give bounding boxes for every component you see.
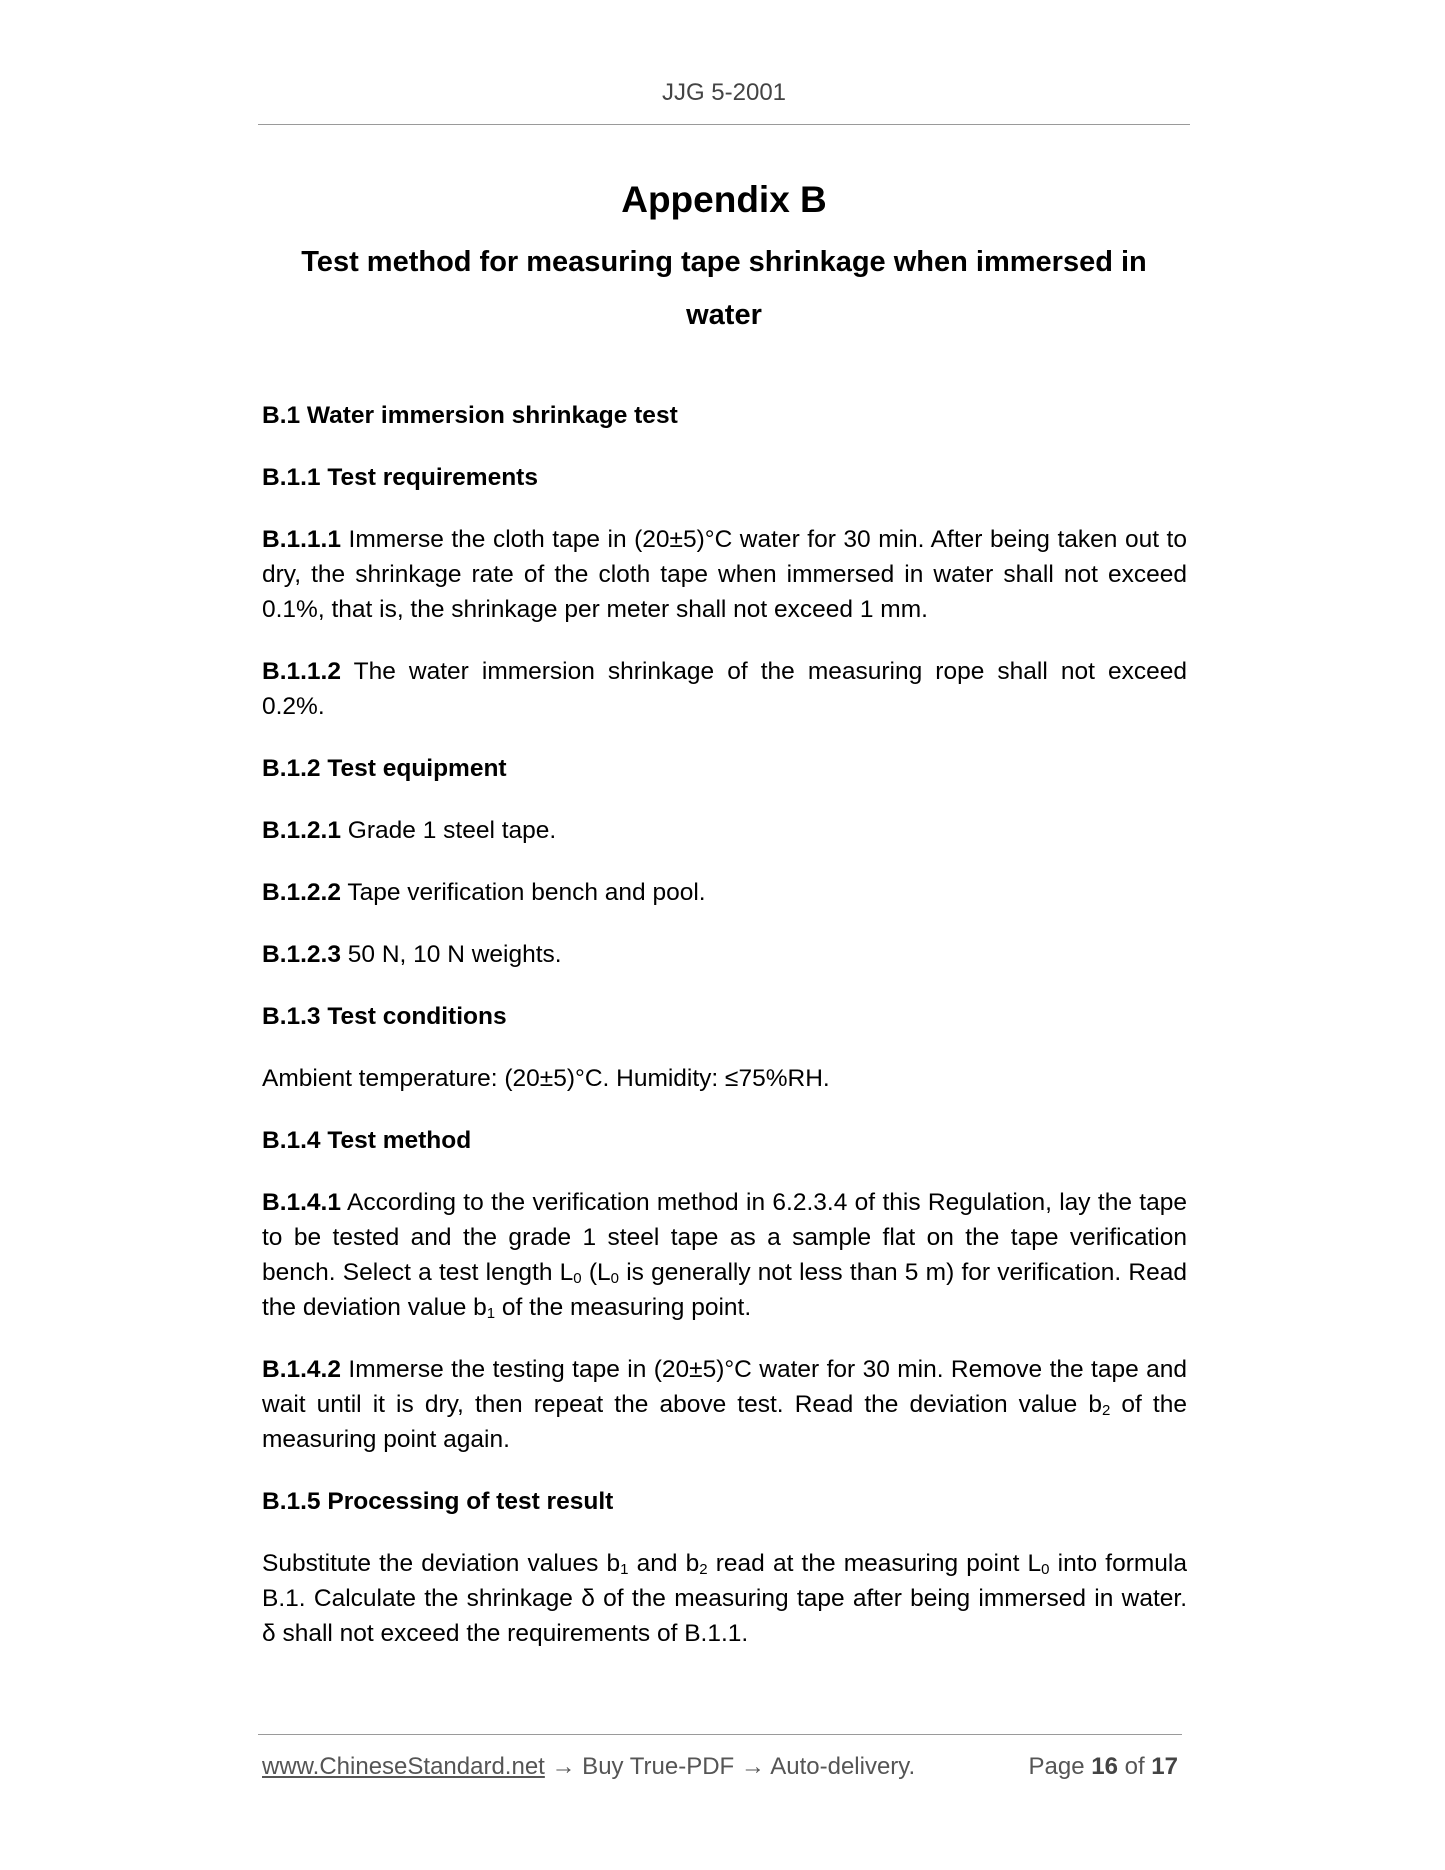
clause-number: B.1.4.2 (262, 1356, 341, 1383)
clause-b1-2-3 (262, 937, 1187, 972)
page-indicator (1029, 1750, 1178, 1784)
clause-text: of the measuring point again. (262, 1391, 1187, 1453)
clause-b1-1-1 (262, 522, 1187, 627)
clause-text: Tape verification bench and pool. (341, 879, 706, 906)
clause-text: is generally not less than 5 m) for verification. Read the deviation value b (262, 1259, 1187, 1321)
clause-text: The water immersion shrinkage of the measuring rope shall not exceed 0.2%. (262, 658, 1187, 720)
running-header: JJG 5-2001 (661, 79, 787, 106)
clause-text: into formula B.1. Calculate the shrinkage δ of the measuring tape after being immersed in water. δ shall not exceed the requirements of B.1.1. (262, 1550, 1187, 1647)
appendix-subtitle: Test method for measuring tape shrinkage when immersed in water (301, 246, 1147, 331)
subscript: 0 (573, 1270, 582, 1287)
clause-text: and b (628, 1550, 700, 1577)
page-label: Page (1028, 1753, 1092, 1780)
clause-text: read at the measuring point L (707, 1550, 1042, 1577)
subscript: 1 (620, 1561, 629, 1578)
clause-number: B.1.1.1 (262, 526, 341, 553)
clause-text: Immerse the cloth tape in (20±5)°C water for 30 min. After being taken out to dry, the shrinkage rate of the cloth tape when immersed in water shall not exceed 0.1%, that is, the shrinkage per meter shall not exceed 1 mm. (262, 526, 1187, 623)
clause-text: 50 N, 10 N weights. (341, 941, 562, 968)
subscript: 0 (610, 1270, 619, 1287)
clause-b1-4-2 (262, 1352, 1187, 1457)
footer-divider (258, 1734, 1182, 1735)
result-processing-text (262, 1546, 1187, 1651)
page-of-label: of (1117, 1753, 1152, 1780)
clause-text: Substitute the deviation values b (262, 1550, 621, 1577)
section-heading-b1: B.1 Water immersion shrinkage test (262, 402, 678, 429)
total-page-number: 17 (1151, 1753, 1178, 1780)
subscript: 0 (1041, 1561, 1050, 1578)
clause-b1-2-2 (262, 875, 1187, 910)
section-heading-b1-4: B.1.4 Test method (262, 1127, 472, 1154)
section-heading-b1-5: B.1.5 Processing of test result (262, 1488, 614, 1515)
clause-number: B.1.2.3 (262, 941, 341, 968)
clause-text: of the measuring point. (495, 1294, 752, 1321)
test-conditions-text: Ambient temperature: (20±5)°C. Humidity: ≤75%RH. (262, 1065, 830, 1092)
section-heading-b1-2: B.1.2 Test equipment (262, 755, 507, 782)
subscript: 2 (699, 1561, 708, 1578)
footer-promo (262, 1750, 915, 1784)
clause-text: (L (581, 1259, 611, 1286)
document-body (262, 398, 1187, 1678)
header-divider (258, 124, 1190, 125)
page-footer (262, 1750, 1182, 1784)
clause-number: B.1.1.2 (262, 658, 341, 685)
section-heading-b1-1: B.1.1 Test requirements (262, 464, 538, 491)
clause-text: Immerse the testing tape in (20±5)°C water for 30 min. Remove the tape and wait until it is dry, then repeat the above test. Read the deviation value b (262, 1356, 1187, 1418)
clause-text: Grade 1 steel tape. (341, 817, 557, 844)
footer-tagline: → Buy True-PDF → Auto-delivery. (544, 1753, 916, 1780)
clause-b1-1-2 (262, 654, 1187, 724)
clause-b1-4-1 (262, 1185, 1187, 1325)
clause-number: B.1.2.1 (262, 817, 341, 844)
clause-number: B.1.2.2 (262, 879, 341, 906)
current-page-number: 16 (1091, 1753, 1118, 1780)
clause-b1-2-1 (262, 813, 1187, 848)
website-link[interactable]: www.ChineseStandard.net (262, 1753, 545, 1780)
subscript: 2 (1101, 1402, 1111, 1419)
section-heading-b1-3: B.1.3 Test conditions (262, 1003, 507, 1030)
clause-text: According to the verification method in 6.2.3.4 of this Regulation, lay the tape to be tested and the grade 1 steel tape as a sample flat on the tape verification bench. Select a test length L (262, 1189, 1187, 1286)
subscript: 1 (486, 1305, 496, 1322)
appendix-title: Appendix B (621, 179, 827, 220)
clause-number: B.1.4.1 (262, 1189, 341, 1216)
